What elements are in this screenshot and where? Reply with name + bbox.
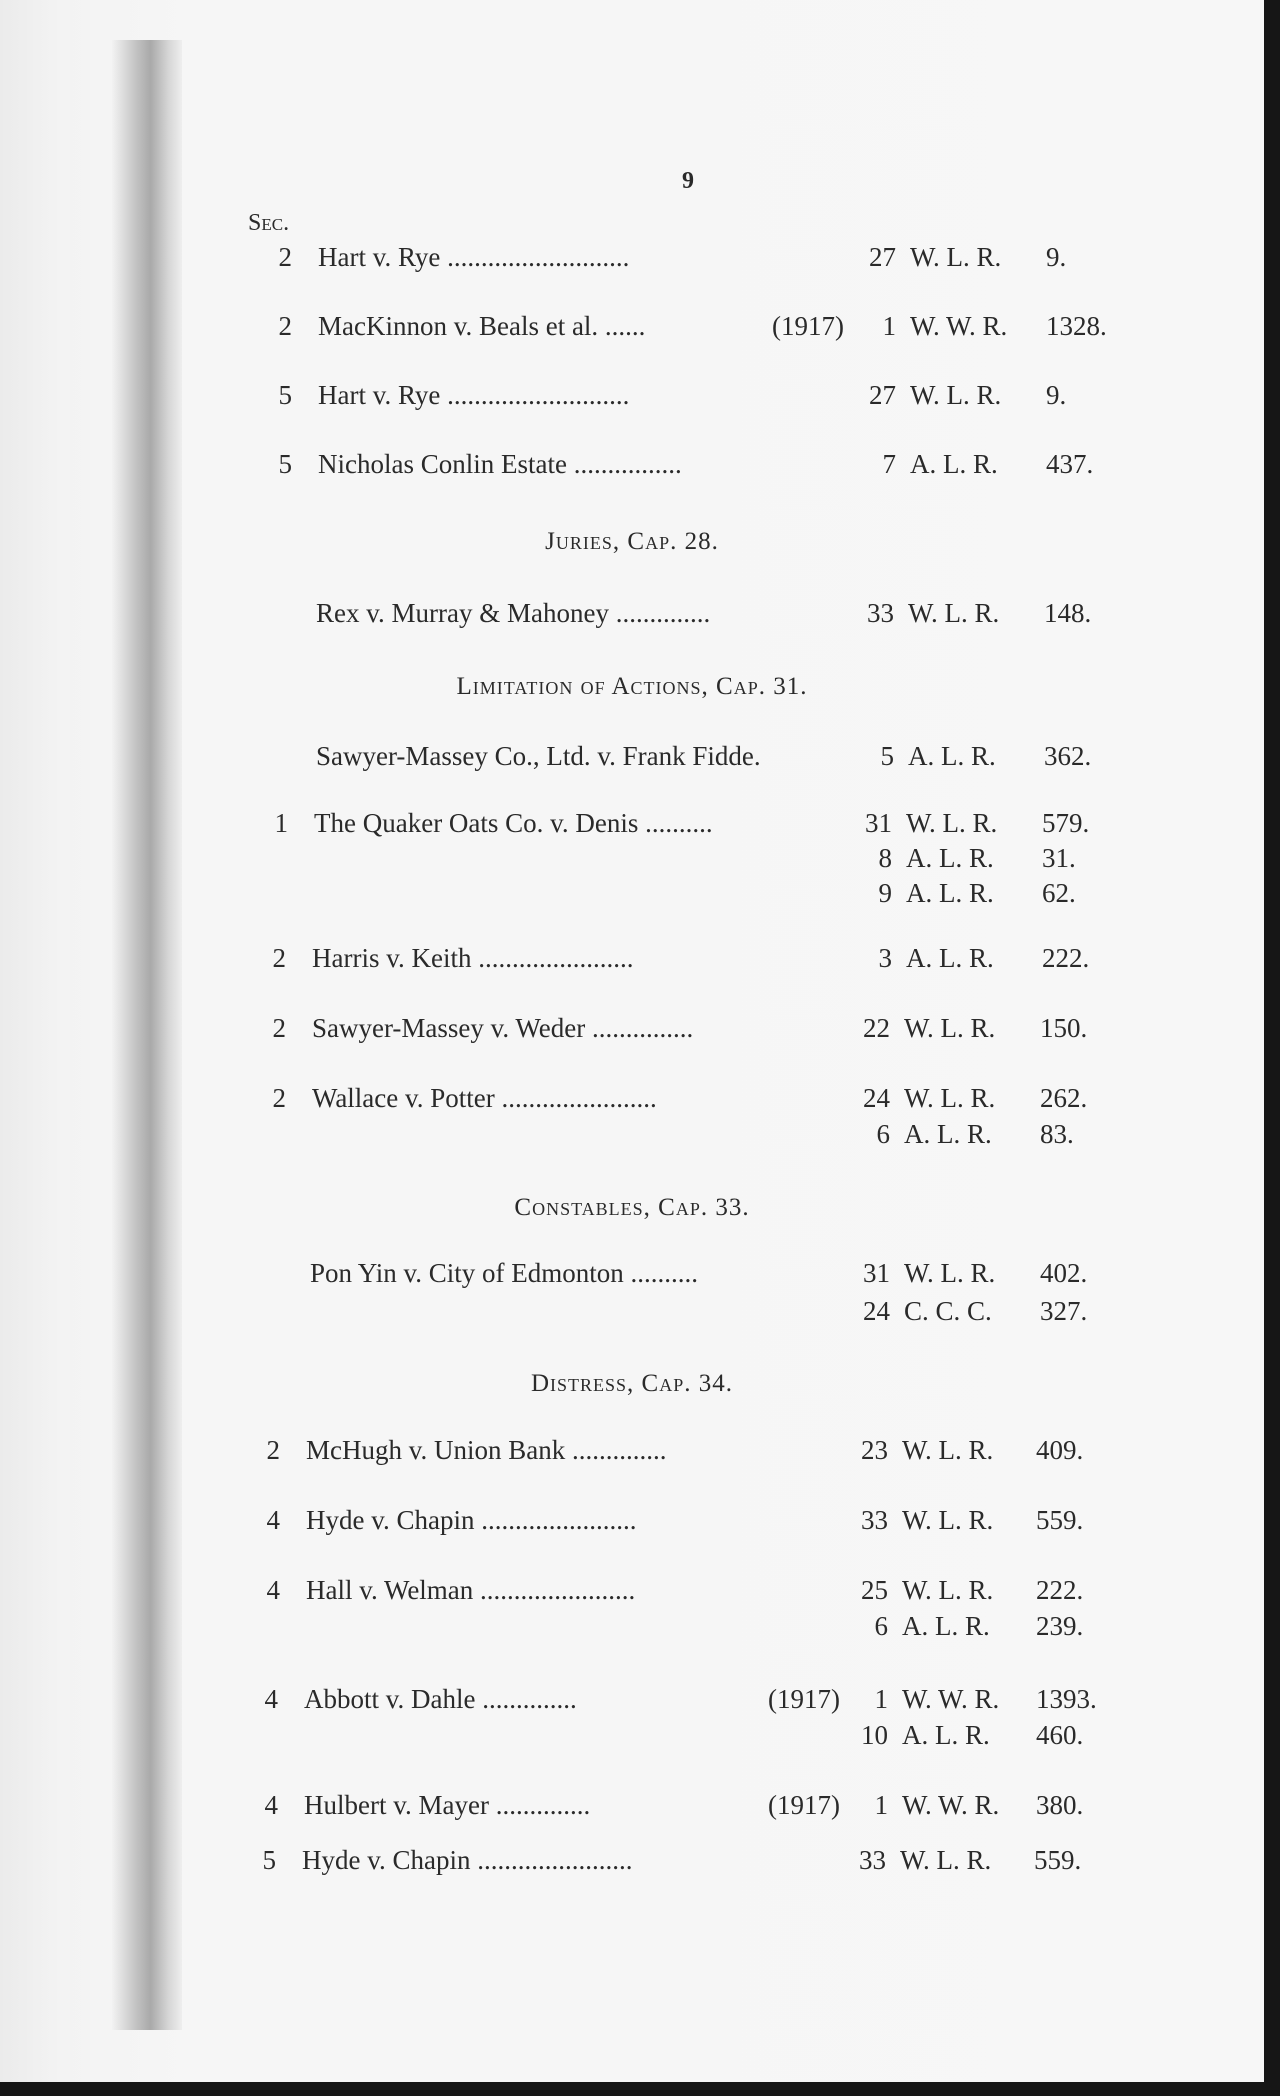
case-name: Hart v. Rye ...........................: [318, 380, 630, 410]
section-number: 4: [266, 1505, 280, 1535]
citation-reporter: W. L. R.: [902, 1575, 994, 1605]
case-name: Rex v. Murray & Mahoney ..............: [316, 598, 711, 628]
citation-volume: 3: [878, 943, 892, 973]
citation-volume: 25: [861, 1575, 888, 1605]
citation-volume: 33: [859, 1845, 886, 1875]
citation-reporter: A. L. R.: [904, 1119, 992, 1149]
citation-row: [0, 311, 1264, 351]
scan-border-right: [1264, 0, 1280, 2096]
citation-row: [0, 1013, 1264, 1053]
citation-reporter: W. L. R.: [902, 1505, 994, 1535]
citation-page: 9.: [1046, 242, 1067, 272]
citation-reporter: W. L. R.: [902, 1435, 994, 1465]
citation-page: 579.: [1042, 808, 1090, 838]
citation-page: 409.: [1036, 1435, 1084, 1465]
citation-page: 1393.: [1036, 1684, 1097, 1714]
section-number: 5: [278, 449, 292, 479]
citation-page: 402.: [1040, 1258, 1088, 1288]
citation-volume: 22: [863, 1013, 890, 1043]
citation-page: 559.: [1034, 1845, 1082, 1875]
case-name: Hyde v. Chapin .......................: [302, 1845, 633, 1875]
section-number: 2: [272, 1013, 286, 1043]
section-number: 2: [272, 943, 286, 973]
case-name: Wallace v. Potter .......................: [312, 1083, 657, 1113]
citation-page: 262.: [1040, 1083, 1088, 1113]
citation-row: [0, 1258, 1264, 1298]
citation-reporter: C. C. C.: [904, 1296, 992, 1326]
case-name: Hyde v. Chapin .......................: [306, 1505, 637, 1535]
citation-volume: 31: [863, 1258, 890, 1288]
citation-reporter: A. L. R.: [906, 943, 994, 973]
case-name: Harris v. Keith .......................: [312, 943, 634, 973]
citation-volume: 27: [869, 242, 896, 272]
citation-reporter: W. L. R.: [904, 1083, 996, 1113]
citation-year: (1917): [772, 311, 844, 341]
citation-reporter: W. L. R.: [904, 1013, 996, 1043]
citation-reporter: W. L. R.: [904, 1258, 996, 1288]
case-name: MacKinnon v. Beals et al. ......: [318, 311, 646, 341]
case-name: McHugh v. Union Bank ..............: [306, 1435, 667, 1465]
case-name: Abbott v. Dahle ..............: [304, 1684, 577, 1714]
citation-volume: 6: [876, 1119, 890, 1149]
citation-row: [0, 1684, 1264, 1724]
citation-row: [0, 1083, 1264, 1123]
citation-reporter: A. L. R.: [902, 1611, 990, 1641]
citation-volume: 24: [863, 1083, 890, 1113]
citation-reporter: A. L. R.: [906, 843, 994, 873]
section-number: 2: [272, 1083, 286, 1113]
case-name: The Quaker Oats Co. v. Denis ..........: [314, 808, 713, 838]
citation-volume: 1: [882, 311, 896, 341]
citation-volume: 5: [880, 741, 894, 771]
citation-reporter: W. W. R.: [910, 311, 1008, 341]
citation-page: 239.: [1036, 1611, 1084, 1641]
case-name: Hulbert v. Mayer ..............: [304, 1790, 591, 1820]
citation-reporter: A. L. R.: [908, 741, 996, 771]
citation-reporter: W. L. R.: [900, 1845, 992, 1875]
page-number: 9: [682, 168, 694, 194]
citation-page: 460.: [1036, 1720, 1084, 1750]
citation-reporter: W. W. R.: [902, 1790, 1000, 1820]
section-number: 4: [264, 1684, 278, 1714]
citation-page: 62.: [1042, 878, 1076, 908]
citation-row: [0, 1119, 1264, 1159]
citation-year: (1917): [768, 1684, 840, 1714]
case-name: Sawyer-Massey Co., Ltd. v. Frank Fidde.: [316, 741, 761, 771]
section-number: 5: [262, 1845, 276, 1875]
citation-volume: 9: [878, 878, 892, 908]
citation-volume: 27: [869, 380, 896, 410]
citation-volume: 6: [874, 1611, 888, 1641]
citation-page: 559.: [1036, 1505, 1084, 1535]
citation-row: [0, 1845, 1264, 1885]
citation-reporter: W. L. R.: [910, 242, 1002, 272]
citation-page: 148.: [1044, 598, 1092, 628]
chapter-heading-distress: Distress, Cap. 34.: [530, 1370, 733, 1397]
citation-volume: 23: [861, 1435, 888, 1465]
citation-year: (1917): [768, 1790, 840, 1820]
case-name: Nicholas Conlin Estate ................: [318, 449, 682, 479]
citation-row: [0, 1296, 1264, 1336]
citation-reporter: A. L. R.: [910, 449, 998, 479]
section-number: 1: [274, 808, 288, 838]
section-number: 2: [266, 1435, 280, 1465]
citation-volume: 33: [867, 598, 894, 628]
section-number: 2: [278, 311, 292, 341]
citation-row: [0, 1435, 1264, 1475]
section-number: 4: [264, 1790, 278, 1820]
citation-page: 380.: [1036, 1790, 1084, 1820]
section-column-label: Sec.: [248, 210, 290, 236]
citation-page: 222.: [1042, 943, 1090, 973]
citation-reporter: W. L. R.: [910, 380, 1002, 410]
case-name: Pon Yin v. City of Edmonton ..........: [310, 1258, 699, 1288]
citation-page: 150.: [1040, 1013, 1088, 1043]
citation-page: 437.: [1046, 449, 1094, 479]
chapter-heading-constables: Constables, Cap. 33.: [514, 1194, 750, 1221]
scan-border-bottom: [0, 2082, 1280, 2096]
citation-reporter: A. L. R.: [906, 878, 994, 908]
citation-row: [0, 1575, 1264, 1615]
case-name: Sawyer-Massey v. Weder ...............: [312, 1013, 694, 1043]
citation-page: 327.: [1040, 1296, 1088, 1326]
citation-reporter: W. L. R.: [908, 598, 1000, 628]
citation-reporter: W. W. R.: [902, 1684, 1000, 1714]
citation-volume: 8: [878, 843, 892, 873]
citation-page: 1328.: [1046, 311, 1107, 341]
citation-row: [0, 843, 1264, 883]
case-name: Hart v. Rye ...........................: [318, 242, 630, 272]
section-number: 5: [278, 380, 292, 410]
citation-page: 31.: [1042, 843, 1076, 873]
chapter-heading-juries: Juries, Cap. 28.: [545, 528, 719, 555]
section-number: 2: [278, 242, 292, 272]
citation-row: [0, 598, 1264, 638]
citation-page: 83.: [1040, 1119, 1074, 1149]
citation-row: [0, 1720, 1264, 1760]
citation-volume: 1: [874, 1790, 888, 1820]
citation-row: [0, 449, 1264, 489]
section-number: 4: [266, 1575, 280, 1605]
citation-row: [0, 1790, 1264, 1830]
citation-row: [0, 1611, 1264, 1651]
citation-row: [0, 242, 1264, 282]
citation-volume: 1: [874, 1684, 888, 1714]
citation-volume: 10: [861, 1720, 888, 1750]
citation-row: [0, 1505, 1264, 1545]
citation-reporter: A. L. R.: [902, 1720, 990, 1750]
chapter-heading-limitation: Limitation of Actions, Cap. 31.: [456, 673, 808, 700]
citation-volume: 31: [865, 808, 892, 838]
citation-row: [0, 878, 1264, 918]
citation-volume: 33: [861, 1505, 888, 1535]
citation-page: 222.: [1036, 1575, 1084, 1605]
citation-row: [0, 943, 1264, 983]
citation-row: [0, 741, 1264, 781]
citation-volume: 24: [863, 1296, 890, 1326]
citation-row: [0, 380, 1264, 420]
case-name: Hall v. Welman .......................: [306, 1575, 636, 1605]
citation-page: 362.: [1044, 741, 1092, 771]
citation-page: 9.: [1046, 380, 1067, 410]
citation-row: [0, 808, 1264, 848]
citation-volume: 7: [882, 449, 896, 479]
citation-reporter: W. L. R.: [906, 808, 998, 838]
